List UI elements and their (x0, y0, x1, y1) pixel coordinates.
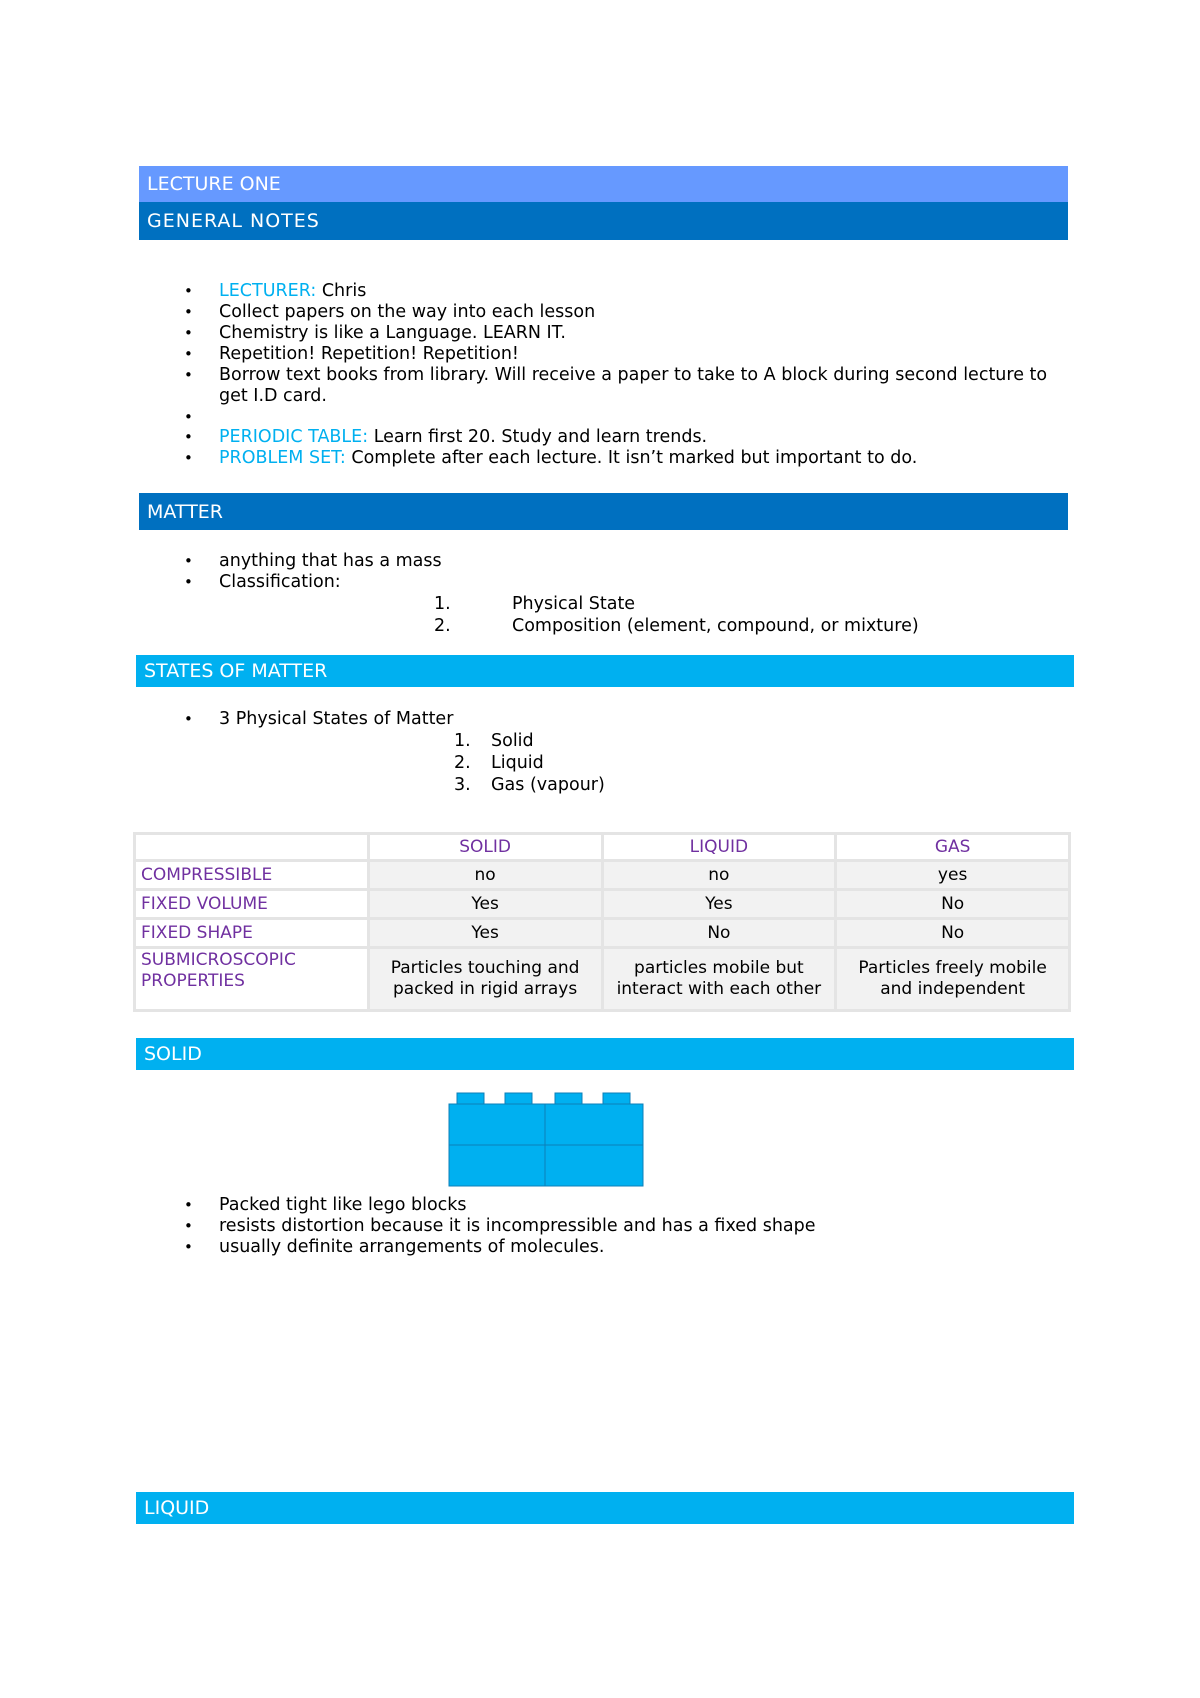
table-row (136, 862, 1068, 888)
list-item (184, 448, 1064, 469)
lego-stud (505, 1093, 532, 1104)
periodic-table-text: Learn first 20. Study and learn trends. (368, 427, 708, 447)
table-header-cell (136, 835, 367, 859)
list-text: Physical State (512, 594, 636, 614)
lego-stud (603, 1093, 630, 1104)
lecturer-label: LECTURER: (219, 281, 317, 301)
list-item (434, 616, 919, 637)
table-cell: No (837, 920, 1068, 946)
table-row (136, 920, 1068, 946)
table-header-cell: LIQUID (604, 835, 835, 859)
lecture-one-header: LECTURE ONE (139, 166, 1068, 202)
list-item: • Packed tight like lego blocks (184, 1195, 1064, 1216)
table-cell: Particles touching and packed in rigid arrays (370, 949, 601, 1009)
states-list (184, 709, 1064, 730)
table-cell: Yes (370, 920, 601, 946)
list-text: Composition (element, compound, or mixture) (512, 616, 919, 636)
table-row-label: SUBMICROSCOPIC PROPERTIES (136, 949, 367, 1009)
lecturer-name: Chris (316, 281, 367, 301)
table-header-cell: SOLID (370, 835, 601, 859)
lego-stud (555, 1093, 582, 1104)
liquid-header: LIQUID (136, 1492, 1074, 1524)
states-of-matter-header: STATES OF MATTER (136, 655, 1074, 687)
matter-list (184, 551, 1064, 593)
table-cell: No (604, 920, 835, 946)
list-item: • 3 Physical States of Matter (184, 709, 1064, 730)
list-item (434, 594, 919, 615)
list-item: • Collect papers on the way into each lesson (184, 302, 1064, 323)
list-spacer (184, 407, 1064, 427)
list-number: 3. (454, 775, 471, 795)
general-notes-header: GENERAL NOTES (139, 202, 1068, 240)
table-cell: yes (837, 862, 1068, 888)
problem-set-label: PROBLEM SET: (219, 448, 346, 468)
list-item: • Chemistry is like a Language. LEARN IT. (184, 323, 1064, 344)
problem-set-text: Complete after each lecture. It isn’t marked but important to do. (345, 448, 918, 468)
table-row-label: FIXED VOLUME (136, 891, 367, 917)
list-item: • Repetition! Repetition! Repetition! (184, 344, 1064, 365)
states-comparison-table (133, 832, 1071, 1012)
table-row-label: COMPRESSIBLE (136, 862, 367, 888)
table-cell: No (837, 891, 1068, 917)
table-row (136, 949, 1068, 1009)
lego-block (449, 1145, 545, 1186)
list-item: • Borrow text books from library. Will receive a paper to take to A block during second lecture to get I.D card. (184, 365, 1064, 407)
lego-blocks-illustration (448, 1092, 646, 1188)
periodic-table-label: PERIODIC TABLE: (219, 427, 369, 447)
lego-stud (457, 1093, 484, 1104)
list-item (454, 775, 605, 796)
list-item: • Classification: (184, 572, 1064, 593)
table-cell: no (370, 862, 601, 888)
solid-list (184, 1195, 1064, 1258)
physical-states-list (454, 731, 605, 796)
table-row (136, 891, 1068, 917)
list-item (184, 427, 1064, 448)
list-item: • usually definite arrangements of molecules. (184, 1237, 1064, 1258)
list-text: Liquid (491, 753, 544, 773)
table-cell: particles mobile but interact with each other (604, 949, 835, 1009)
list-item: • resists distortion because it is incompressible and has a fixed shape (184, 1216, 1064, 1237)
table-cell: Yes (604, 891, 835, 917)
list-number: 2. (434, 616, 451, 636)
lego-block (545, 1145, 643, 1186)
list-number: 1. (454, 731, 471, 751)
table-header-cell: GAS (837, 835, 1068, 859)
table-cell: Yes (370, 891, 601, 917)
table-row-label: FIXED SHAPE (136, 920, 367, 946)
list-item: • anything that has a mass (184, 551, 1064, 572)
list-item (454, 731, 605, 752)
table-cell: no (604, 862, 835, 888)
table-header-row (136, 835, 1068, 859)
lego-block (545, 1104, 643, 1145)
solid-header: SOLID (136, 1038, 1074, 1070)
table-cell: Particles freely mobile and independent (837, 949, 1068, 1009)
list-item (454, 753, 605, 774)
list-text: Gas (vapour) (491, 775, 605, 795)
lego-block (449, 1104, 545, 1145)
list-number: 1. (434, 594, 451, 614)
list-item (184, 281, 1064, 302)
matter-header: MATTER (139, 493, 1068, 530)
list-text: Solid (491, 731, 534, 751)
list-number: 2. (454, 753, 471, 773)
general-notes-list (184, 281, 1064, 469)
classification-list (434, 594, 919, 637)
